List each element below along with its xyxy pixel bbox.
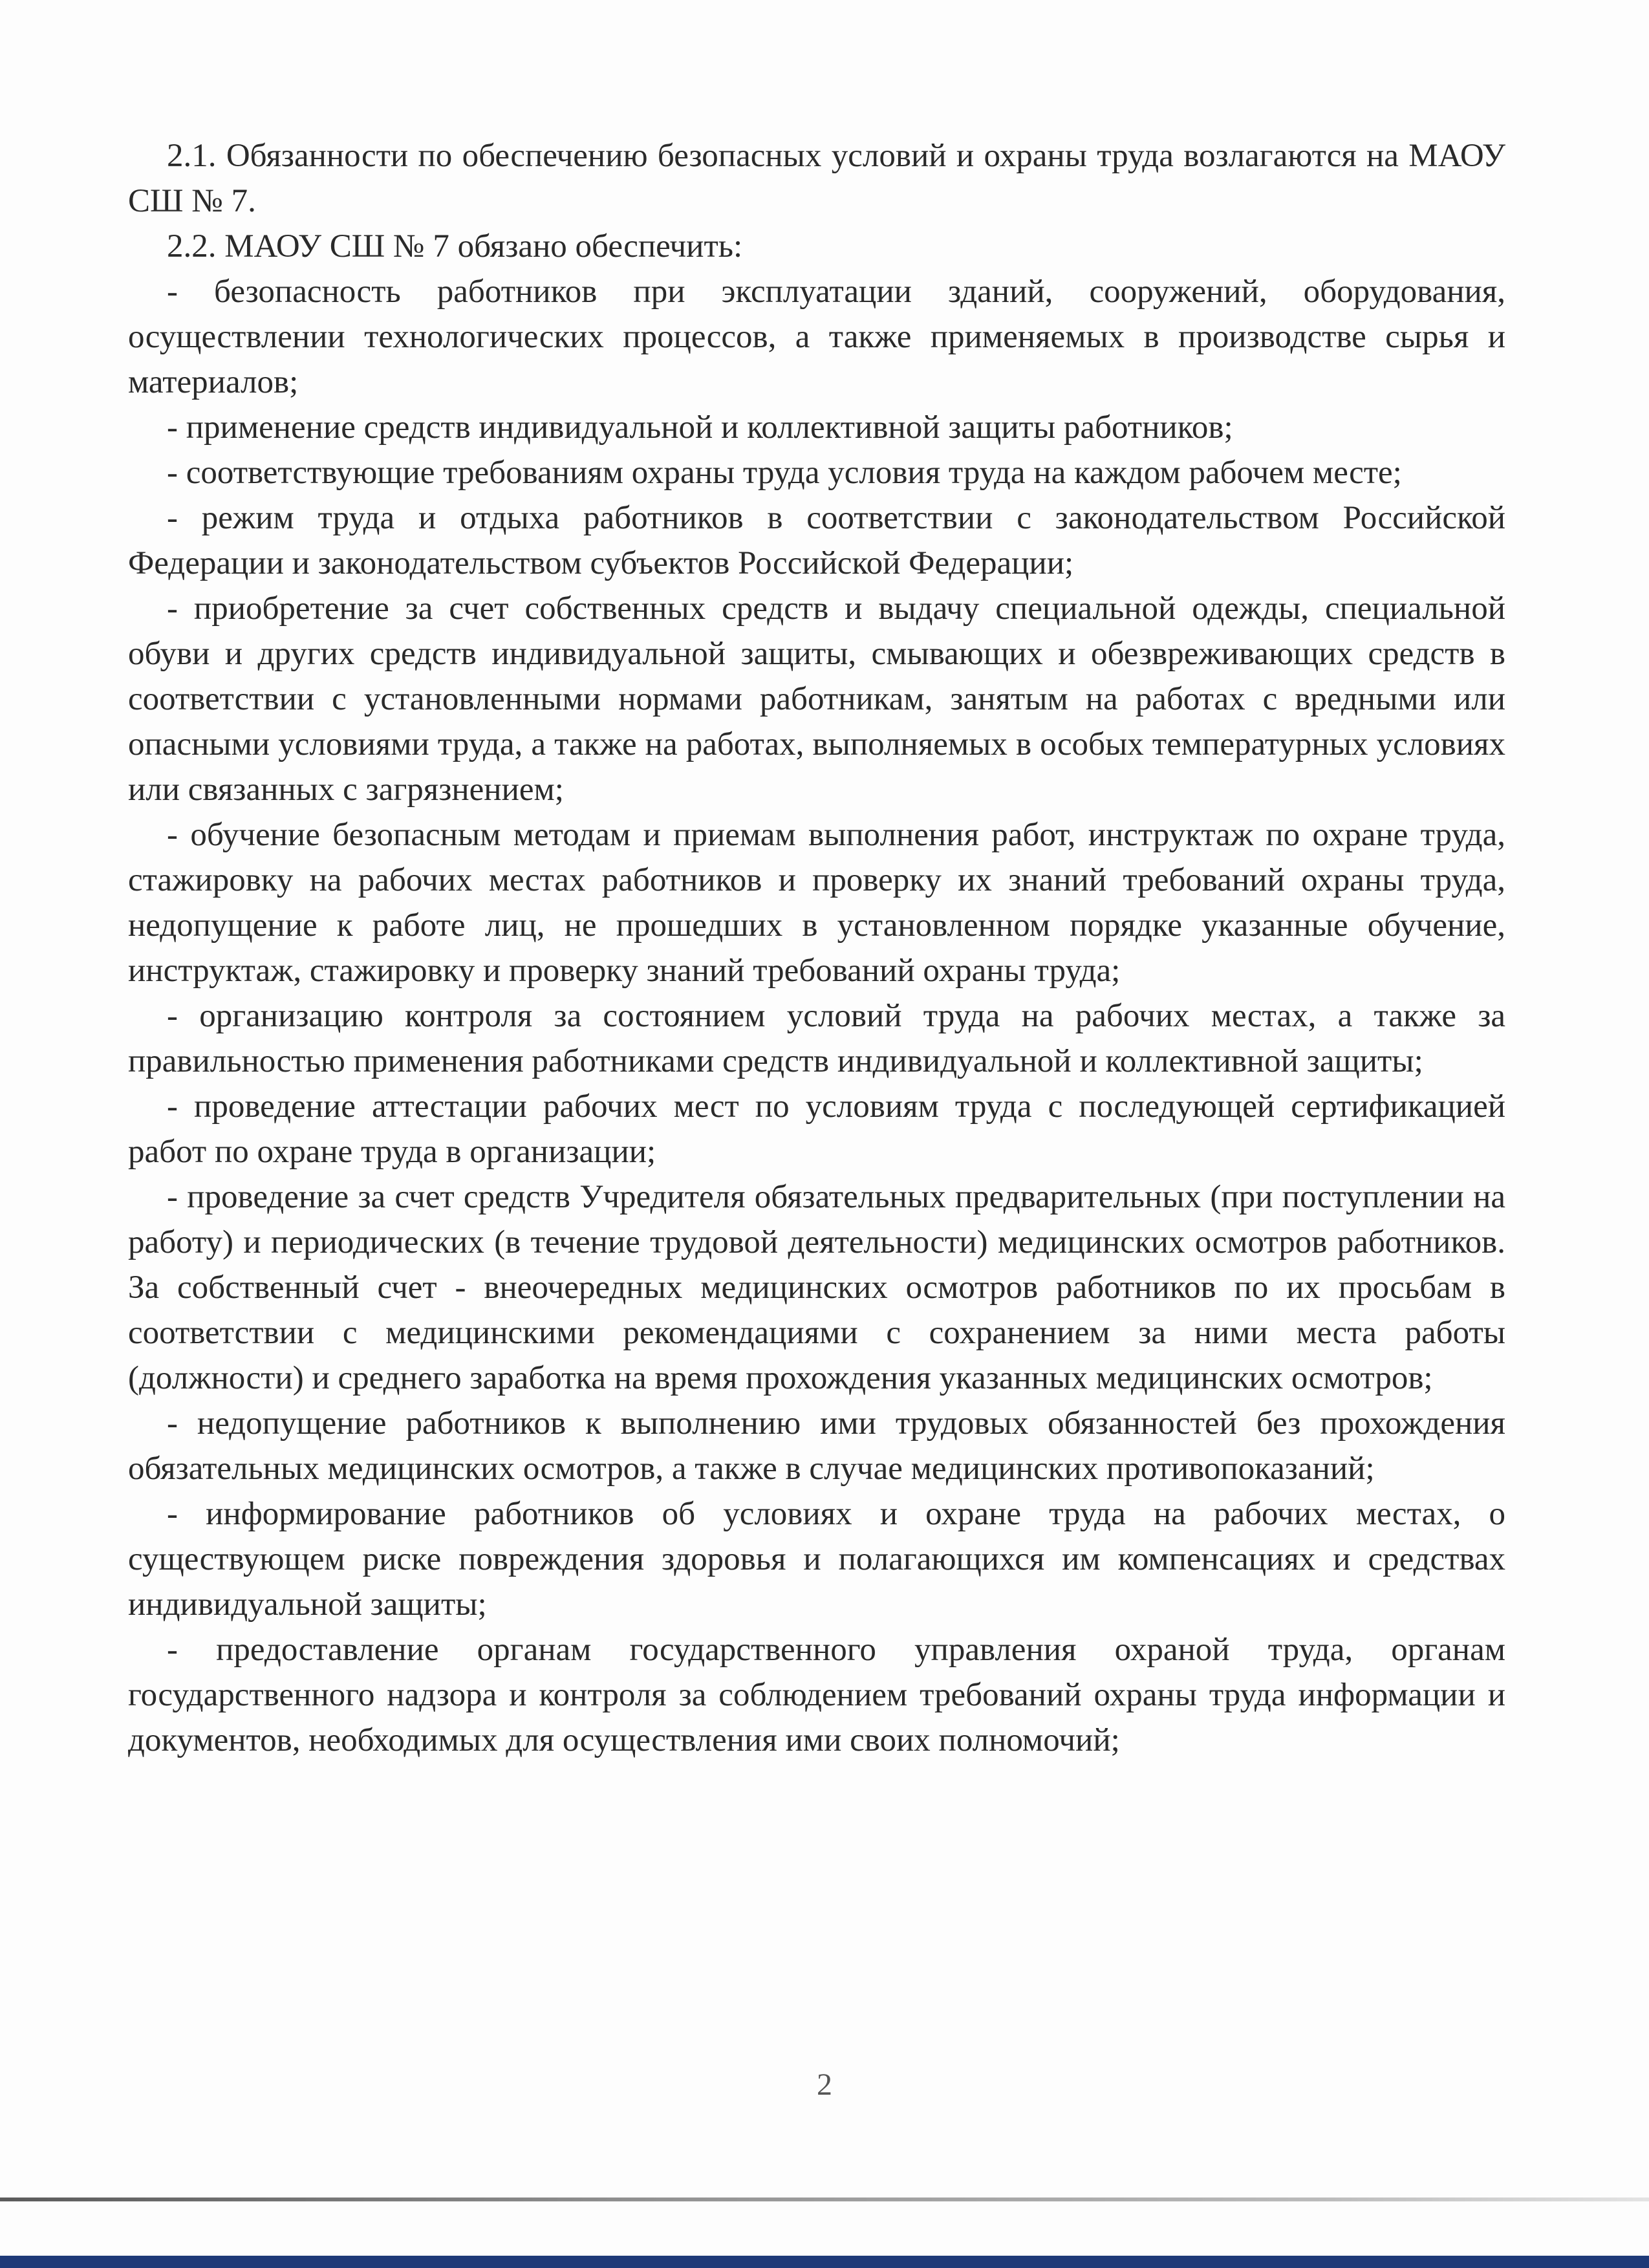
list-item-attestation: - проведение аттестации рабочих мест по условиям труда с последующей сертификацией работ по охране труда в организации; [128, 1088, 1505, 1170]
scan-bottom-border [0, 2256, 1649, 2268]
paragraph-2-1: 2.1. Обязанности по обеспечению безопасных условий и охраны труда возлагаются на МАОУ СШ № 7. [128, 138, 1505, 219]
list-item-special-clothing: - приобретение за счет собственных средств и выдачу специальной одежды, специальной обуви и других средств индивидуальной защиты, смывающих и обезвреживающих средств в соответствии с установленными нормами работникам, занятым на работах с вредными или опасными условиями труда, а также на работах, выполняемых в особых температурных условиях или связанных с загрязнением; [128, 590, 1505, 808]
list-item-work-rest-regime: - режим труда и отдыха работников в соответствии с законодательством Российской Федерации и законодательством субъектов Российской Федерации; [128, 500, 1505, 581]
document-body [128, 133, 1505, 1763]
scan-shadow-line [0, 2198, 1649, 2201]
page-number: 2 [817, 2068, 832, 2102]
list-item-workplace-conditions: - соответствующие требованиям охраны труда условия труда на каждом рабочем месте; [167, 455, 1402, 491]
list-item-safety: - безопасность работников при эксплуатации зданий, сооружений, оборудования, осуществлении технологических процессов, а также применяемых в производстве сырья и материалов; [128, 274, 1505, 400]
list-item-non-admission: - недопущение работников к выполнению ими трудовых обязанностей без прохождения обязательных медицинских осмотров, а также в случае медицинских противопоказаний; [128, 1405, 1505, 1487]
list-item-protection-means: - применение средств индивидуальной и коллективной защиты работников; [167, 409, 1233, 446]
list-item-control: - организацию контроля за состоянием условий труда на рабочих местах, а также за правильностью применения работниками средств индивидуальной и коллективной защиты; [128, 998, 1505, 1079]
list-item-medical-exams: - проведение за счет средств Учредителя обязательных предварительных (при поступлении на работу) и периодических (в течение трудовой деятельности) медицинских осмотров работников. За собственный счет - внеочередных медицинских осмотров работников по их просьбам в соответствии с медицинскими рекомендациями с сохранением за ними места работы (должности) и среднего заработка на время прохождения указанных медицинских осмотров; [128, 1179, 1505, 1396]
list-item-training: - обучение безопасным методам и приемам выполнения работ, инструктаж по охране труда, стажировку на рабочих местах работников и проверку их знаний требований охраны труда, недопущение к работе лиц, не прошедших в установленном порядке указанные обучение, инструктаж, стажировку и проверку знаний требований охраны труда; [128, 817, 1505, 989]
list-item-informing: - информирование работников об условиях и охране труда на рабочих местах, о существующем риске повреждения здоровья и полагающихся им компенсациях и средствах индивидуальной защиты; [128, 1496, 1505, 1623]
list-item-providing-info: - предоставление органам государственного управления охраной труда, органам государственного надзора и контроля за соблюдением требований охраны труда информации и документов, необходимых для осуществления ими своих полномочий; [128, 1632, 1505, 1758]
paragraph-2-2: 2.2. МАОУ СШ № 7 обязано обеспечить: [167, 228, 743, 265]
